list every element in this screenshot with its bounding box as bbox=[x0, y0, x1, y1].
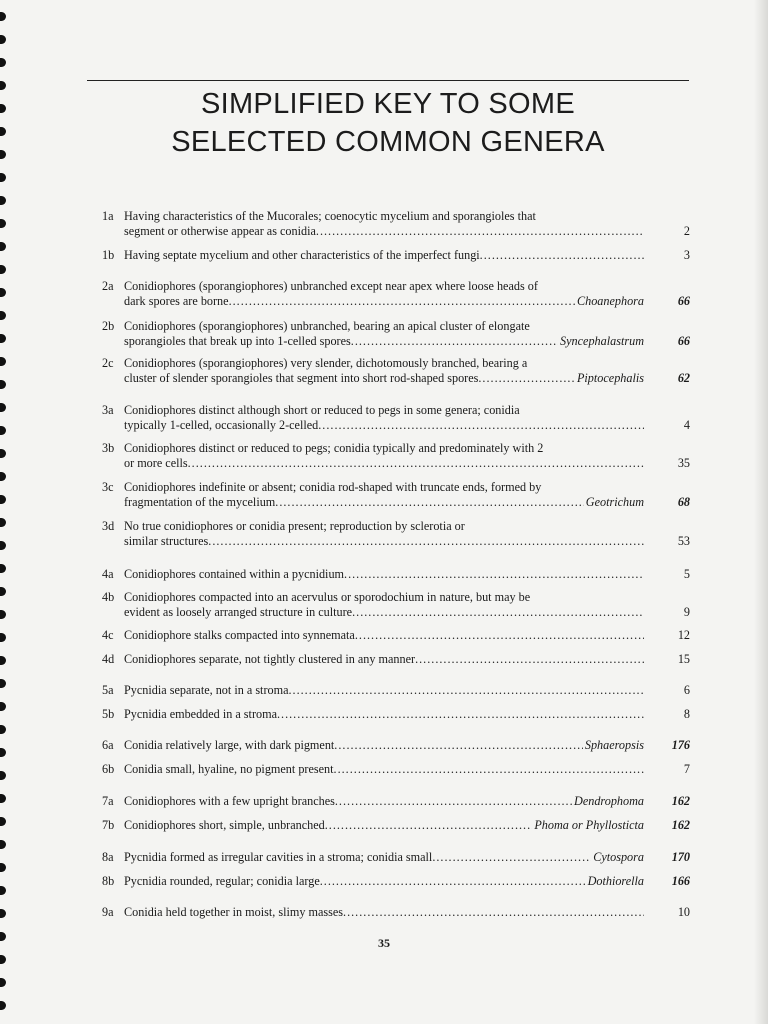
entry-line bbox=[124, 224, 644, 239]
entry-code: 4b bbox=[102, 590, 115, 604]
binding-ring bbox=[0, 242, 6, 251]
entry-line bbox=[124, 590, 644, 605]
genus-name: Dendrophoma bbox=[574, 794, 644, 808]
entry-line-text: Conidiophores with a few upright branches bbox=[124, 794, 335, 808]
binding-ring bbox=[0, 449, 6, 458]
entry-line bbox=[124, 495, 644, 510]
entry-line-text: Conidiophores (sporangiophores) very slender, dichotomously branched, bearing a bbox=[124, 356, 528, 370]
entry-line bbox=[124, 456, 644, 471]
binding-ring bbox=[0, 426, 6, 435]
entry-line-text: Conidia small, hyaline, no pigment present bbox=[124, 762, 334, 776]
entry-code: 4a bbox=[102, 567, 114, 581]
binding-ring bbox=[0, 610, 6, 619]
binding-ring bbox=[0, 1001, 6, 1010]
page-reference: 162 bbox=[671, 818, 690, 832]
entry-text bbox=[124, 248, 644, 263]
entry-line-text: Conidia held together in moist, slimy masses bbox=[124, 905, 344, 919]
binding-ring bbox=[0, 265, 6, 274]
entry-line bbox=[124, 628, 644, 643]
dot-leader bbox=[318, 418, 644, 433]
entry-code: 6b bbox=[102, 762, 115, 776]
page-reference: 53 bbox=[677, 534, 690, 548]
entry-text bbox=[124, 762, 644, 777]
entry-code: 7a bbox=[102, 794, 114, 808]
entry-line-text: or more cells bbox=[124, 456, 188, 470]
spiral-binding bbox=[0, 0, 14, 1024]
entry-line-text: Pycnidia rounded, regular; conidia large bbox=[124, 874, 320, 888]
entry-code: 3c bbox=[102, 480, 114, 494]
entry-code: 4d bbox=[102, 652, 115, 666]
entry-line bbox=[124, 418, 644, 433]
binding-ring bbox=[0, 58, 6, 67]
genus-name: Syncephalastrum bbox=[560, 334, 644, 348]
dot-leader bbox=[277, 707, 644, 722]
entry-code: 5a bbox=[102, 683, 114, 697]
dot-leader bbox=[415, 652, 644, 667]
page-reference: 8 bbox=[683, 707, 690, 721]
entry-line bbox=[124, 905, 644, 920]
entry-text bbox=[124, 356, 644, 386]
page-reference: 2 bbox=[683, 224, 690, 238]
page-reference: 66 bbox=[677, 294, 690, 308]
entry-line bbox=[124, 248, 644, 263]
genus-name: Sphaeropsis bbox=[584, 738, 644, 752]
entry-text bbox=[124, 567, 644, 582]
page-edge-shadow bbox=[754, 0, 768, 1024]
entry-text bbox=[124, 707, 644, 722]
entry-code: 4c bbox=[102, 628, 114, 642]
entry-line bbox=[124, 738, 644, 753]
page-reference: 7 bbox=[683, 762, 690, 776]
heading-line-1: SIMPLIFIED KEY TO SOME bbox=[200, 88, 576, 120]
entry-line-text: cluster of slender sporangioles that segment into short rod-shaped spores bbox=[124, 371, 479, 385]
binding-ring bbox=[0, 380, 6, 389]
dot-leader bbox=[351, 334, 558, 349]
entry-text bbox=[124, 279, 644, 309]
binding-ring bbox=[0, 196, 6, 205]
binding-ring bbox=[0, 472, 6, 481]
entry-line-text: Pycnidia formed as irregular cavities in a stroma; conidia small bbox=[124, 850, 433, 864]
entry-line bbox=[124, 371, 644, 386]
entry-line-text: dark spores are borne bbox=[124, 294, 229, 308]
binding-ring bbox=[0, 633, 6, 642]
genus-name: Phoma or Phyllosticta bbox=[534, 818, 644, 832]
page-reference: 12 bbox=[677, 628, 690, 642]
dot-leader bbox=[344, 567, 644, 582]
binding-ring bbox=[0, 173, 6, 182]
binding-ring bbox=[0, 12, 6, 21]
binding-ring bbox=[0, 794, 6, 803]
binding-ring bbox=[0, 564, 6, 573]
entry-line bbox=[124, 794, 644, 809]
entry-text bbox=[124, 628, 644, 643]
entry-line-text: Conidiophores distinct or reduced to pegs; conidia typically and predominately with 2 bbox=[124, 441, 544, 455]
entry-code: 1a bbox=[102, 209, 114, 223]
entry-code: 8b bbox=[102, 874, 115, 888]
dot-leader bbox=[288, 683, 644, 698]
entry-line-text: Conidiophores (sporangiophores) unbranched except near apex where loose heads of bbox=[124, 279, 538, 293]
binding-ring bbox=[0, 863, 6, 872]
dot-leader bbox=[275, 495, 584, 510]
binding-ring bbox=[0, 104, 6, 113]
entry-text bbox=[124, 441, 644, 471]
heading-rule bbox=[87, 80, 689, 81]
entry-line-text: Having septate mycelium and other characteristics of the imperfect fungi bbox=[124, 248, 480, 262]
page-reference: 15 bbox=[677, 652, 690, 666]
entry-line-text: Conidia relatively large, with dark pigment bbox=[124, 738, 335, 752]
page-reference: 166 bbox=[671, 874, 690, 888]
entry-line-text: sporangioles that break up into 1-celled spores bbox=[124, 334, 351, 348]
entry-line bbox=[124, 605, 644, 620]
binding-ring bbox=[0, 81, 6, 90]
entry-text bbox=[124, 683, 644, 698]
dot-leader bbox=[208, 534, 644, 549]
page-reference: 3 bbox=[683, 248, 690, 262]
entry-line bbox=[124, 818, 644, 833]
entry-line bbox=[124, 356, 644, 371]
entry-line bbox=[124, 209, 644, 224]
genus-name: Cytospora bbox=[593, 850, 644, 864]
entry-text bbox=[124, 519, 644, 549]
binding-ring bbox=[0, 771, 6, 780]
page-reference: 68 bbox=[677, 495, 690, 509]
entry-line bbox=[124, 707, 644, 722]
entry-code: 3a bbox=[102, 403, 114, 417]
entry-line-text: No true conidiophores or conidia present; reproduction by sclerotia or bbox=[124, 519, 465, 533]
entry-line-text: Pycnidia separate, not in a stroma bbox=[124, 683, 289, 697]
entry-line-text: typically 1-celled, occasionally 2-celled bbox=[124, 418, 319, 432]
page-reference: 4 bbox=[683, 418, 690, 432]
entry-code: 3b bbox=[102, 441, 115, 455]
entry-line bbox=[124, 683, 644, 698]
binding-ring bbox=[0, 840, 6, 849]
entry-line-text: similar structures bbox=[124, 534, 209, 548]
binding-ring bbox=[0, 978, 6, 987]
entry-code: 8a bbox=[102, 850, 114, 864]
entry-line-text: Conidiophores separate, not tightly clustered in any manner bbox=[124, 652, 416, 666]
entry-line bbox=[124, 294, 644, 309]
binding-ring bbox=[0, 679, 6, 688]
entry-line bbox=[124, 519, 644, 534]
entry-text bbox=[124, 403, 644, 433]
binding-ring bbox=[0, 518, 6, 527]
dot-leader bbox=[316, 224, 644, 239]
entry-code: 5b bbox=[102, 707, 115, 721]
entry-code: 9a bbox=[102, 905, 114, 919]
page-reference: 66 bbox=[677, 334, 690, 348]
binding-ring bbox=[0, 748, 6, 757]
entry-line-text: Conidiophores distinct although short or reduced to pegs in some genera; conidia bbox=[124, 403, 520, 417]
entry-text bbox=[124, 652, 644, 667]
page-reference: 162 bbox=[671, 794, 690, 808]
dot-leader bbox=[478, 371, 575, 386]
entry-code: 3d bbox=[102, 519, 115, 533]
entry-line-text: segment or otherwise appear as conidia bbox=[124, 224, 316, 238]
entry-line bbox=[124, 850, 644, 865]
dot-leader bbox=[325, 818, 533, 833]
entry-line-text: Conidiophore stalks compacted into synnemata bbox=[124, 628, 355, 642]
dot-leader bbox=[355, 628, 644, 643]
genus-name: Piptocephalis bbox=[576, 371, 644, 385]
binding-ring bbox=[0, 541, 6, 550]
binding-ring bbox=[0, 334, 6, 343]
binding-ring bbox=[0, 817, 6, 826]
entry-line-text: evident as loosely arranged structure in culture bbox=[124, 605, 353, 619]
entry-code: 2b bbox=[102, 319, 115, 333]
entry-line-text: Pycnidia embedded in a stroma bbox=[124, 707, 277, 721]
dot-leader bbox=[334, 762, 644, 777]
entry-line bbox=[124, 480, 644, 495]
entry-line-text: Conidiophores contained within a pycnidium bbox=[124, 567, 345, 581]
binding-ring bbox=[0, 127, 6, 136]
entry-line bbox=[124, 319, 644, 334]
dot-leader bbox=[334, 738, 583, 753]
entry-line-text: Conidiophores compacted into an acervulus or sporodochium in nature, but may be bbox=[124, 590, 531, 604]
page-reference: 6 bbox=[683, 683, 690, 697]
entry-line bbox=[124, 403, 644, 418]
entry-code: 1b bbox=[102, 248, 115, 262]
binding-ring bbox=[0, 587, 6, 596]
binding-ring bbox=[0, 150, 6, 159]
page-number: 35 bbox=[378, 936, 390, 950]
binding-ring bbox=[0, 725, 6, 734]
entry-line bbox=[124, 334, 644, 349]
dot-leader bbox=[188, 456, 644, 471]
entry-text bbox=[124, 590, 644, 620]
entry-line bbox=[124, 874, 644, 889]
dot-leader bbox=[320, 874, 586, 889]
genus-name: Dothiorella bbox=[587, 874, 644, 888]
entry-text bbox=[124, 738, 644, 753]
page-reference: 10 bbox=[677, 905, 690, 919]
binding-ring bbox=[0, 219, 6, 228]
dot-leader bbox=[432, 850, 591, 865]
entry-line-text: Conidiophores (sporangiophores) unbranched, bearing an apical cluster of elongate bbox=[124, 319, 530, 333]
binding-ring bbox=[0, 955, 6, 964]
entry-line bbox=[124, 534, 644, 549]
entry-code: 2c bbox=[102, 356, 114, 370]
entry-code: 6a bbox=[102, 738, 114, 752]
entry-line bbox=[124, 652, 644, 667]
page-reference: 5 bbox=[683, 567, 690, 581]
page-reference: 176 bbox=[671, 738, 690, 752]
entry-text bbox=[124, 905, 644, 920]
entry-text bbox=[124, 480, 644, 510]
entry-code: 7b bbox=[102, 818, 115, 832]
dot-leader bbox=[343, 905, 644, 920]
genus-name: Choanephora bbox=[576, 294, 644, 308]
page-reference: 62 bbox=[677, 371, 690, 385]
binding-ring bbox=[0, 311, 6, 320]
dot-leader bbox=[335, 794, 572, 809]
entry-text bbox=[124, 319, 644, 349]
binding-ring bbox=[0, 656, 6, 665]
dot-leader bbox=[229, 294, 575, 309]
binding-ring bbox=[0, 288, 6, 297]
page-reference: 35 bbox=[677, 456, 690, 470]
binding-ring bbox=[0, 909, 6, 918]
entry-line-text: fragmentation of the mycelium bbox=[124, 495, 276, 509]
entry-text bbox=[124, 794, 644, 809]
binding-ring bbox=[0, 886, 6, 895]
entry-text bbox=[124, 850, 644, 865]
entry-text bbox=[124, 818, 644, 833]
entry-line bbox=[124, 567, 644, 582]
entry-line-text: Having characteristics of the Mucorales; coenocytic mycelium and sporangioles that bbox=[124, 209, 536, 223]
entry-line bbox=[124, 441, 644, 456]
binding-ring bbox=[0, 403, 6, 412]
entry-code: 2a bbox=[102, 279, 114, 293]
binding-ring bbox=[0, 357, 6, 366]
genus-name: Geotrichum bbox=[585, 495, 644, 509]
dot-leader bbox=[352, 605, 644, 620]
entry-line bbox=[124, 279, 644, 294]
page-reference: 9 bbox=[683, 605, 690, 619]
entry-line-text: Conidiophores short, simple, unbranched bbox=[124, 818, 325, 832]
entry-text bbox=[124, 209, 644, 239]
page-reference: 170 bbox=[671, 850, 690, 864]
binding-ring bbox=[0, 495, 6, 504]
binding-ring bbox=[0, 702, 6, 711]
entry-line-text: Conidiophores indefinite or absent; conidia rod-shaped with truncate ends, formed by bbox=[124, 480, 542, 494]
dot-leader bbox=[480, 248, 644, 263]
entry-text bbox=[124, 874, 644, 889]
heading-line-2: SELECTED COMMON GENERA bbox=[171, 126, 605, 158]
entry-line bbox=[124, 762, 644, 777]
binding-ring bbox=[0, 35, 6, 44]
